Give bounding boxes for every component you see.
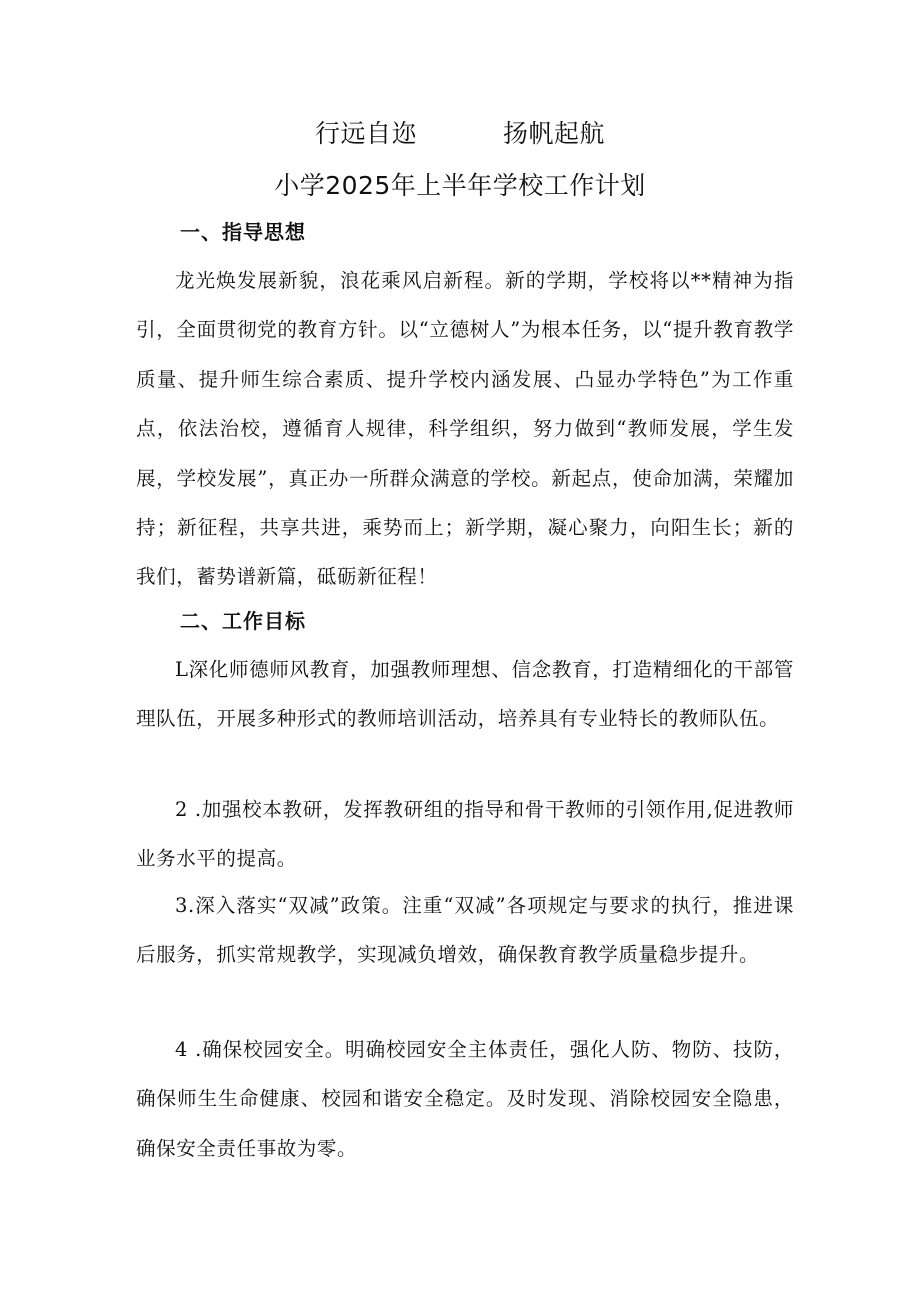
goal-item-1: L深化师德师风教育，加强教师理想、信念教育，打造精细化的干部管理队伍，开展多种形式的教师培训活动，培养具有专业特长的教师队伍。 — [136, 658, 794, 731]
document-title — [0, 114, 920, 150]
paragraph-guiding-ideology: 龙光焕发展新貌，浪花乘风启新程。新的学期，学校将以**精神为指引，全面贯彻党的教育方针。以“立德树人”为根本任务，以“提升教育教学质量、提升师生综合素质、提升学校内涵发展、凸显办学特色”为工作重点，依法治校，遵循育人规律，科学组织，努力做到“教师发展，学生发展，学校发展”，真正办一所群众满意的学校。新起点，使命加满，荣耀加持；新征程，共享共进，乘势而上；新学期，凝心聚力，向阳生长；新的我们，蓄势谱新篇，砥砺新征程！ — [136, 269, 794, 589]
goal-item-2: 2 .加强校本教研，发挥教研组的指导和骨干教师的引领作用,促进教师业务水平的提高。 — [136, 798, 794, 871]
document-subtitle: 小学2025年上半年学校工作计划 — [274, 171, 646, 200]
section-heading-work-goals: 二、工作目标 — [180, 609, 306, 633]
title-part-2: 扬帆起航 — [503, 119, 606, 148]
goal-item-4: 4 .确保校园安全。明确校园安全主体责任，强化人防、物防、技防，确保师生生命健康、校园和谐安全稳定。及时发现、消除校园安全隐患，确保安全责任事故为零。 — [136, 1038, 794, 1160]
title-part-1: 行远自迩 — [314, 119, 417, 148]
section-heading-guiding-ideology: 一、指导思想 — [180, 220, 306, 244]
goal-item-3: 3.深入落实“双减”政策。注重“双减”各项规定与要求的执行，推进课后服务，抓实常规教学，实现减负增效，确保教育教学质量稳步提升。 — [136, 894, 794, 967]
